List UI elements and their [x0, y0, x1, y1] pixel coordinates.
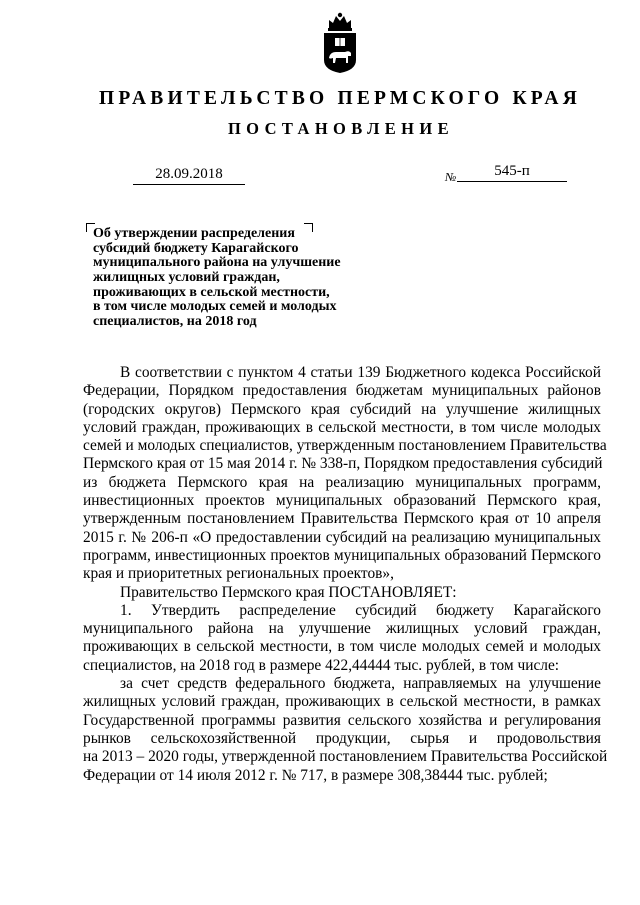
body-line: условий граждан, проживающих в сельской местности, в том числе молодых [83, 418, 601, 436]
body-line: инвестиционных проектов муниципальных образований Пермского края, [83, 492, 601, 510]
document-body [83, 364, 608, 785]
body-line: семей и молодых специалистов, утвержденным постановлением Правительства [83, 437, 607, 455]
subject-line: специалистов, на 2018 год [93, 314, 257, 330]
body-line: Федерации от 14 июля 2012 г. № 717, в размере 308,38444 тыс. рублей; [83, 766, 548, 784]
body-line: из бюджета Пермского края на реализацию муниципальных программ, [83, 473, 601, 491]
body-line: 1. Утвердить распределение субсидий бюджету Карагайского [120, 601, 601, 619]
number-sign: № [445, 170, 457, 184]
body-line: муниципального района на улучшение жилищных условий граждан, [83, 620, 601, 638]
body-line: за счет средств федерального бюджета, направляемых на улучшение [120, 675, 601, 693]
subject-line: субсидий бюджету Карагайского [93, 240, 299, 256]
coat-of-arms-icon [321, 12, 359, 74]
body-line: утвержденным постановлением Правительства Пермского края от 10 апреля [83, 510, 601, 528]
subject-line: проживающих в сельской местности, [93, 284, 330, 300]
subject-line: муниципального района на улучшение [93, 255, 341, 271]
body-line: программ, инвестиционных проектов муниципальных образований Пермского [83, 546, 601, 564]
body-line: (городских округов) Пермского края субсидий на улучшение жилищных [83, 400, 601, 418]
body-line: Правительство Пермского края ПОСТАНОВЛЯЕТ: [120, 583, 457, 601]
body-line: проживающих в сельской местности, в том числе молодых семей и молодых [83, 638, 601, 656]
body-line: Пермского края от 15 мая 2014 г. № 338-п, Порядком предоставления субсидий [83, 455, 603, 473]
body-line: 2015 г. № 206-п «О предоставлении субсидий на реализацию муниципальных [83, 528, 601, 546]
body-line: края и приоритетных региональных проектов», [83, 565, 394, 583]
document-subject [93, 227, 383, 330]
body-line: на 2013 – 2020 годы, утвержденной постановлением Правительства Российской [83, 748, 608, 766]
document-number: 545-п [457, 163, 567, 182]
subject-line: Об утверждении распределения [93, 226, 295, 241]
document-type: ПОСТАНОВЛЕНИЕ [227, 119, 455, 138]
government-name: ПРАВИТЕЛЬСТВО ПЕРМСКОГО КРАЯ [99, 88, 581, 109]
body-line: Государственной программы развития сельского хозяйства и регулирования [83, 711, 601, 729]
body-line: Федерации, Порядком предоставления бюджетам муниципальных районов [83, 382, 601, 400]
body-line: рынков сельскохозяйственной продукции, сырья и продовольствия [83, 729, 601, 747]
body-line: специалистов, на 2018 год в размере 422,44444 тыс. рублей, в том числе: [83, 656, 560, 674]
subject-line: в том числе молодых семей и молодых [93, 299, 337, 315]
body-line: В соответствии с пунктом 4 статьи 139 Бюджетного кодекса Российской [120, 364, 601, 381]
body-line: жилищных условий граждан, проживающих в сельской местности, в рамках [83, 693, 601, 711]
subject-line: жилищных условий граждан, [93, 270, 280, 286]
document-date: 28.09.2018 [133, 166, 245, 185]
